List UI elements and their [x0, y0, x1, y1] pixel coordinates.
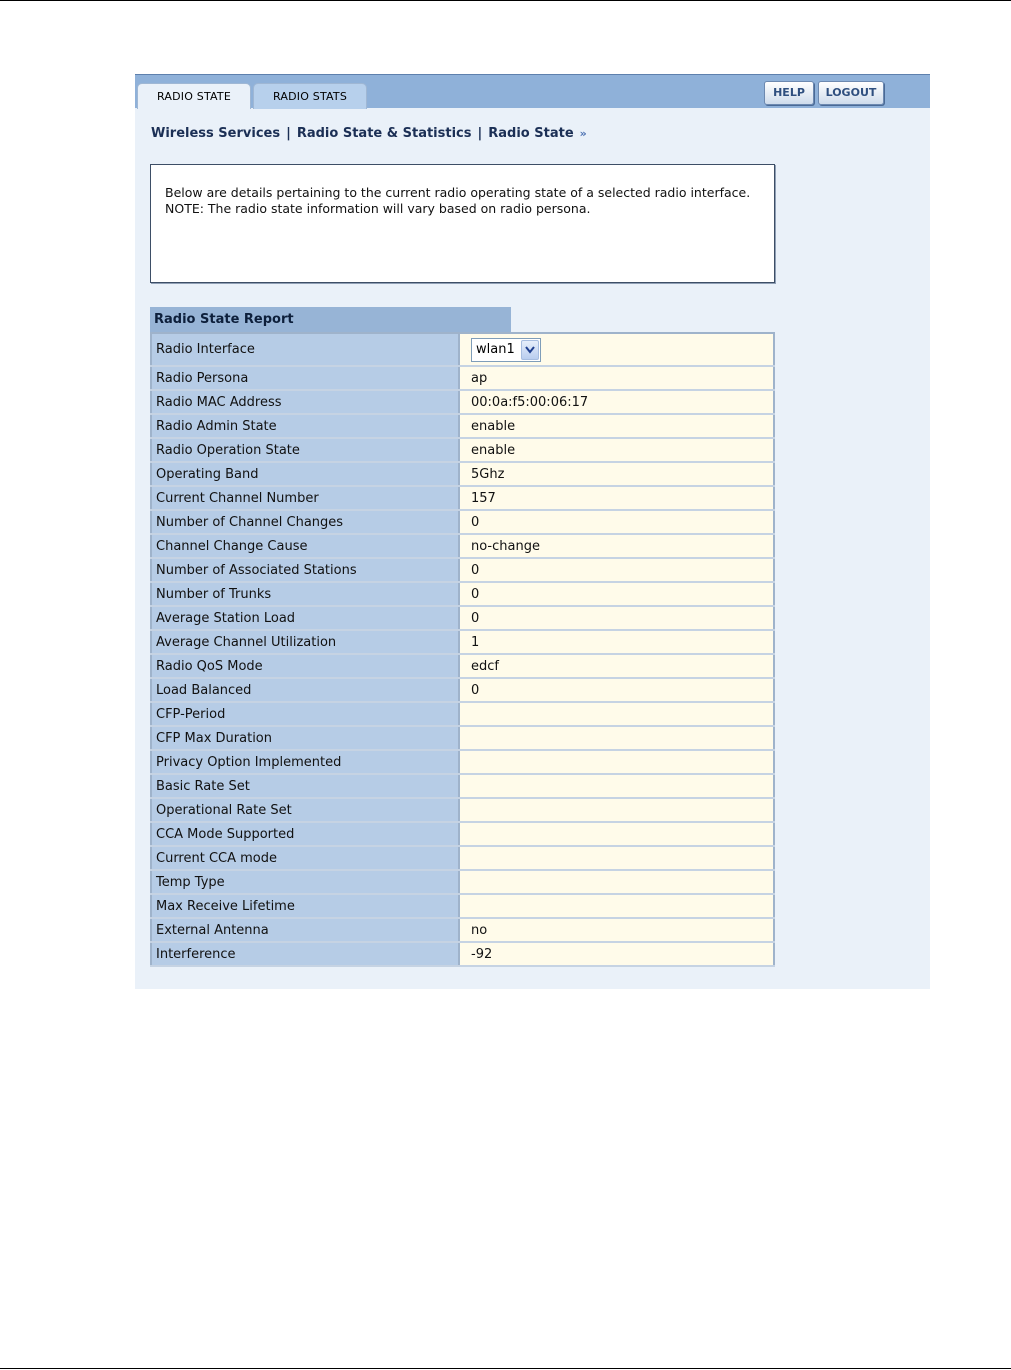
table-row [151, 846, 774, 870]
page-bottom-rule [0, 1368, 1011, 1369]
row-value: enable [459, 414, 774, 438]
radio-interface-select[interactable] [471, 338, 541, 362]
table-row [151, 798, 774, 822]
row-label: CFP-Period [151, 702, 459, 726]
row-label: Channel Change Cause [151, 534, 459, 558]
row-label: Number of Channel Changes [151, 510, 459, 534]
table-row [151, 654, 774, 678]
table-row [151, 462, 774, 486]
row-value: no-change [459, 534, 774, 558]
table-row [151, 870, 774, 894]
row-value [459, 894, 774, 918]
row-value: 1 [459, 630, 774, 654]
table-row [151, 774, 774, 798]
table-row [151, 558, 774, 582]
logout-button[interactable]: LOGOUT [818, 81, 884, 105]
table-row [151, 702, 774, 726]
description-text: Below are details pertaining to the current radio operating state of a selected radio interface. NOTE: The radio state information will vary based on radio persona. [165, 185, 751, 216]
row-value [459, 702, 774, 726]
radio-interface-selected-value: wlan1 [476, 341, 515, 357]
table-row [151, 414, 774, 438]
row-label: CCA Mode Supported [151, 822, 459, 846]
row-label: Radio Interface [151, 333, 459, 366]
row-value: 0 [459, 510, 774, 534]
table-row [151, 534, 774, 558]
table-row [151, 726, 774, 750]
row-label: CFP Max Duration [151, 726, 459, 750]
row-label: Current CCA mode [151, 846, 459, 870]
row-label: Radio Persona [151, 366, 459, 390]
table-row [151, 486, 774, 510]
table-row [151, 438, 774, 462]
table-row [151, 942, 774, 966]
row-value [459, 333, 774, 366]
chevron-down-icon[interactable] [521, 340, 539, 360]
table-row [151, 750, 774, 774]
row-value [459, 726, 774, 750]
table-row [151, 366, 774, 390]
row-label: Average Station Load [151, 606, 459, 630]
row-label: External Antenna [151, 918, 459, 942]
row-label: Load Balanced [151, 678, 459, 702]
row-value [459, 846, 774, 870]
row-label: Average Channel Utilization [151, 630, 459, 654]
radio-state-app [135, 74, 930, 989]
breadcrumb-separator: | [286, 126, 291, 141]
page-top-rule [0, 0, 1011, 1]
row-value: 0 [459, 558, 774, 582]
row-label: Operational Rate Set [151, 798, 459, 822]
row-label: Interference [151, 942, 459, 966]
row-value: 157 [459, 486, 774, 510]
row-value: no [459, 918, 774, 942]
breadcrumb-item-radio-state: Radio State [488, 126, 574, 141]
row-label: Privacy Option Implemented [151, 750, 459, 774]
description-box [150, 164, 775, 283]
row-label: Number of Associated Stations [151, 558, 459, 582]
row-value: 0 [459, 582, 774, 606]
table-row [151, 894, 774, 918]
tab-bar [135, 74, 930, 108]
table-row [151, 606, 774, 630]
report-title: Radio State Report [150, 307, 511, 332]
tab-radio-stats[interactable]: RADIO STATS [253, 83, 367, 109]
row-value [459, 870, 774, 894]
help-button[interactable]: HELP [764, 81, 814, 105]
table-row [151, 822, 774, 846]
row-label: Operating Band [151, 462, 459, 486]
row-label: Radio Admin State [151, 414, 459, 438]
tab-radio-state[interactable]: RADIO STATE [137, 83, 251, 109]
row-label: Number of Trunks [151, 582, 459, 606]
row-label: Radio MAC Address [151, 390, 459, 414]
table-row [151, 510, 774, 534]
row-value [459, 798, 774, 822]
row-value [459, 750, 774, 774]
table-row [151, 582, 774, 606]
table-row [151, 918, 774, 942]
breadcrumb-separator: | [477, 126, 483, 141]
row-label: Temp Type [151, 870, 459, 894]
row-value: 5Ghz [459, 462, 774, 486]
row-value: enable [459, 438, 774, 462]
row-label: Current Channel Number [151, 486, 459, 510]
row-value [459, 774, 774, 798]
breadcrumb-item-wireless-services: Wireless Services [151, 126, 281, 141]
row-value: 0 [459, 678, 774, 702]
row-value: 00:0a:f5:00:06:17 [459, 390, 774, 414]
table-row [151, 390, 774, 414]
table-row [151, 678, 774, 702]
row-value: -92 [459, 942, 774, 966]
row-label: Radio QoS Mode [151, 654, 459, 678]
row-value [459, 822, 774, 846]
row-label: Max Receive Lifetime [151, 894, 459, 918]
row-value: edcf [459, 654, 774, 678]
row-value: 0 [459, 606, 774, 630]
table-row [151, 630, 774, 654]
row-label: Radio Operation State [151, 438, 459, 462]
breadcrumb-item-radio-state-statistics: Radio State & Statistics [296, 126, 472, 141]
radio-state-report-table [150, 332, 775, 967]
double-chevron-right-icon: » [579, 127, 587, 140]
table-row-radio-interface [151, 333, 774, 366]
row-value: ap [459, 366, 774, 390]
row-label: Basic Rate Set [151, 774, 459, 798]
breadcrumb [151, 126, 587, 141]
